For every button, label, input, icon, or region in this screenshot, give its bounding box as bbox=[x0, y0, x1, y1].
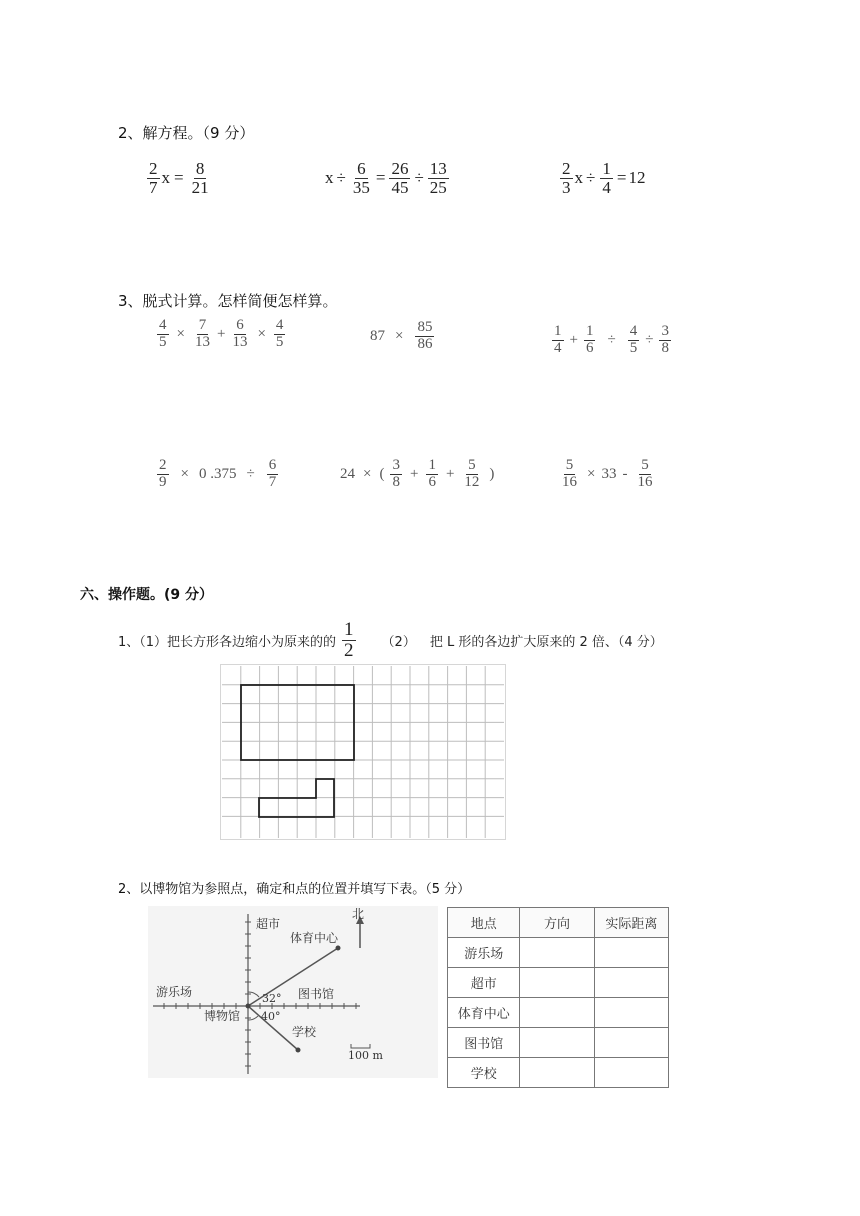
fraction: $\frac{3}{8}$ bbox=[661, 323, 669, 356]
place-cell: 超市 bbox=[448, 968, 520, 998]
op1-prefix: 1、（1）把长方形各边缩小为原来的的 bbox=[118, 634, 337, 650]
q3-title: 3、脱式计算。怎样简便怎样算。 bbox=[118, 292, 338, 310]
fraction: $\frac{6}{35}$ bbox=[352, 159, 370, 197]
place-cell: 图书馆 bbox=[448, 1028, 520, 1058]
expression-6: $\frac{5}{16}$ × 33 - $\frac{5}{16}$ bbox=[562, 457, 653, 490]
expression-2: 87 × $\frac{85}{86}$ bbox=[370, 319, 433, 352]
distance-cell[interactable] bbox=[594, 968, 668, 998]
fraction: $\frac{1}{4}$ bbox=[602, 159, 611, 197]
label-north: 北 bbox=[352, 907, 365, 921]
label-angle-32: 32° bbox=[262, 992, 282, 1005]
place-cell: 体育中心 bbox=[448, 998, 520, 1028]
fraction: $\frac{1}{4}$ bbox=[554, 323, 562, 356]
stadium-point bbox=[336, 946, 341, 951]
label-supermarket: 超市 bbox=[256, 917, 281, 931]
table-header-row bbox=[448, 908, 669, 938]
section-6-title: 六、操作题。(9 分） bbox=[80, 587, 214, 603]
fraction: $\frac{4}{5}$ bbox=[275, 317, 284, 350]
direction-cell[interactable] bbox=[520, 1028, 594, 1058]
fraction: $\frac{1}{6}$ bbox=[428, 457, 436, 490]
fraction: $\frac{5}{16}$ bbox=[562, 457, 577, 490]
op2-title: 2、以博物馆为参照点，确定和点的位置并填写下表。（5 分） bbox=[118, 882, 471, 897]
fraction: $\frac{6}{13}$ bbox=[232, 317, 248, 350]
label-museum: 博物馆 bbox=[204, 1009, 241, 1023]
table-row bbox=[448, 998, 669, 1028]
label-stadium: 体育中心 bbox=[290, 931, 339, 945]
expression-4: $\frac{2}{9}$ × 0 .375 ÷ $\frac{6}{7}$ bbox=[159, 457, 277, 490]
fraction: $\frac{3}{8}$ bbox=[392, 457, 400, 490]
op1-instruction bbox=[118, 620, 663, 661]
direction-cell[interactable] bbox=[520, 968, 594, 998]
table-row bbox=[448, 1058, 669, 1088]
label-amusement: 游乐场 bbox=[156, 985, 193, 999]
place-cell: 游乐场 bbox=[448, 938, 520, 968]
fraction: $\frac{4}{5}$ bbox=[159, 317, 167, 350]
fraction: $\frac{2}{9}$ bbox=[159, 457, 167, 490]
fraction: $\frac{26}{45}$ bbox=[391, 159, 409, 197]
direction-cell[interactable] bbox=[520, 938, 594, 968]
fraction: $\frac{8}{21}$ bbox=[191, 159, 209, 197]
op1-part2-text: 把 L 形的各边扩大原来的 2 倍、（4 分） bbox=[429, 634, 663, 650]
equation-3: $\frac{2}{3}$ x ÷ $\frac{1}{4}$ = 12 bbox=[562, 159, 646, 197]
fraction: $\frac{2}{3}$ bbox=[562, 159, 571, 197]
fraction: $\frac{13}{25}$ bbox=[429, 159, 447, 197]
museum-point bbox=[246, 1004, 251, 1009]
grid-frame bbox=[220, 664, 506, 840]
school-point bbox=[296, 1048, 301, 1053]
expression-1: $\frac{4}{5}$ × $\frac{7}{13}$ + $\frac{6}{13}$ × $\frac{4}{5}$ bbox=[159, 317, 284, 350]
op1-part2-label: （2） bbox=[381, 634, 416, 650]
fraction: $\frac{5}{16}$ bbox=[637, 457, 653, 490]
fraction: $\frac{6}{7}$ bbox=[268, 457, 277, 490]
fraction: $\frac{85}{86}$ bbox=[417, 319, 433, 352]
expression-3: $\frac{1}{4}$ + $\frac{1}{6}$ ÷ $\frac{4}{5}$ ÷ $\frac{3}{8}$ bbox=[554, 323, 669, 356]
table-row bbox=[448, 968, 669, 998]
direction-cell[interactable] bbox=[520, 998, 594, 1028]
table-row bbox=[448, 938, 669, 968]
fraction: $\frac{7}{13}$ bbox=[194, 317, 210, 350]
table-row bbox=[448, 1028, 669, 1058]
half-fraction: $\frac{1}{2}$ bbox=[344, 619, 354, 661]
fraction: $\frac{5}{12}$ bbox=[464, 457, 480, 490]
fraction: $\frac{1}{6}$ bbox=[585, 323, 594, 356]
location-table bbox=[447, 907, 669, 1088]
header-direction: 方向 bbox=[520, 908, 594, 938]
distance-cell[interactable] bbox=[594, 998, 668, 1028]
equation-2: x ÷ $\frac{6}{35}$ = $\frac{26}{45}$ ÷ $\frac{13}{25}$ bbox=[325, 159, 447, 197]
label-school: 学校 bbox=[292, 1025, 317, 1039]
label-angle-40: 40° bbox=[261, 1010, 281, 1023]
label-library: 图书馆 bbox=[298, 987, 335, 1001]
label-scale: 100 m bbox=[348, 1049, 383, 1062]
expression-5: 24 × ( $\frac{3}{8}$ + $\frac{1}{6}$ + $\frac{5}{12}$ ) bbox=[340, 457, 495, 490]
place-cell: 学校 bbox=[448, 1058, 520, 1088]
distance-cell[interactable] bbox=[594, 1028, 668, 1058]
distance-cell[interactable] bbox=[594, 938, 668, 968]
header-distance: 实际距离 bbox=[594, 908, 668, 938]
distance-cell[interactable] bbox=[594, 1058, 668, 1088]
header-place: 地点 bbox=[448, 908, 520, 938]
grid-figure bbox=[220, 664, 506, 840]
fraction: $\frac{4}{5}$ bbox=[629, 323, 638, 356]
q2-title: 2、解方程。（9 分） bbox=[118, 124, 255, 142]
direction-cell[interactable] bbox=[520, 1058, 594, 1088]
fraction: $\frac{2}{7}$ bbox=[149, 159, 158, 197]
equation-1: $\frac{2}{7}$ x = $\frac{8}{21}$ bbox=[149, 159, 209, 197]
direction-map bbox=[148, 906, 438, 1078]
